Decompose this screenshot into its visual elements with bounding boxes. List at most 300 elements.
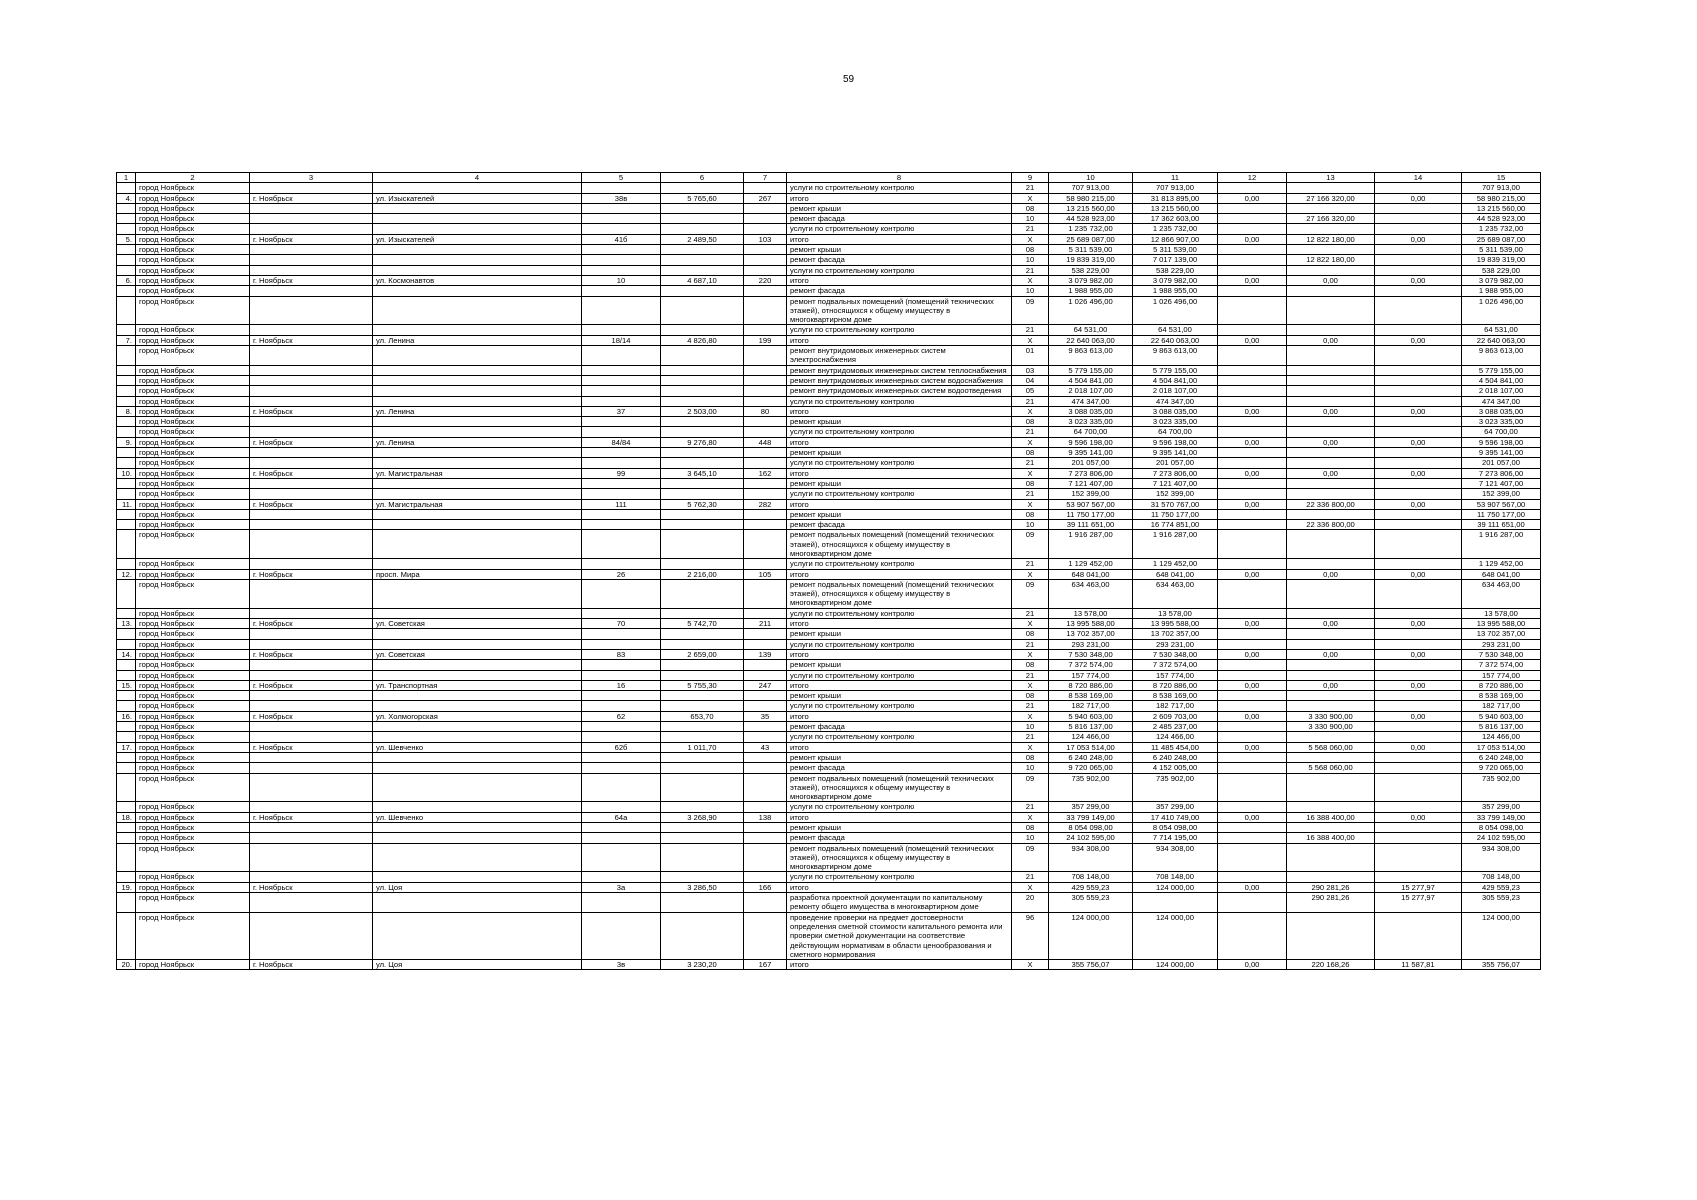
municipality-cell: город Ноябрьск [136,265,250,275]
budget-cost-13-cell: 22 336 800,00 [1287,520,1375,530]
table-row [117,608,1541,618]
house-number-cell: 41б [582,234,661,244]
house-number-cell [582,530,661,559]
total-cost-15-cell: 3 079 982,00 [1462,275,1541,285]
municipality-cell: город Ноябрьск [136,670,250,680]
work-code-cell: 08 [1012,203,1049,213]
budget-cost-14-cell [1375,265,1462,275]
budget-cost-12-cell: 0,00 [1218,569,1287,579]
total-cost-cell: 9 596 198,00 [1049,437,1133,447]
residents-count-cell [744,365,787,375]
total-cost-15-cell: 355 756,07 [1462,960,1541,970]
house-number-cell [582,365,661,375]
residents-count-cell: 80 [744,406,787,416]
budget-cost-12-cell: 0,00 [1218,882,1287,892]
budget-cost-12-cell [1218,773,1287,802]
work-code-cell: 08 [1012,660,1049,670]
budget-cost-14-cell: 0,00 [1375,619,1462,629]
total-area-cell [661,325,744,335]
municipality-cell: город Ноябрьск [136,680,250,690]
settlement-cell: г. Ноябрьск [250,960,373,970]
budget-cost-12-cell [1218,893,1287,913]
street-cell: ул. Магистральная [373,499,582,509]
residents-count-cell [744,520,787,530]
house-number-cell [582,701,661,711]
house-number-cell [582,691,661,701]
total-area-cell [661,346,744,366]
budget-cost-12-cell [1218,520,1287,530]
fund-cost-cell: 934 308,00 [1133,843,1218,872]
budget-cost-13-cell [1287,365,1375,375]
total-cost-cell: 53 907 567,00 [1049,499,1133,509]
work-code-cell: 01 [1012,346,1049,366]
fund-cost-cell: 4 152 005,00 [1133,763,1218,773]
work-type-cell: итого [787,960,1012,970]
budget-cost-13-cell [1287,872,1375,882]
work-type-cell: ремонт подвальных помещений (помещений технических этажей), относящихся к общему имуществу в многоквартирном доме [787,843,1012,872]
budget-cost-14-cell [1375,346,1462,366]
street-cell [373,509,582,519]
work-code-cell: 21 [1012,458,1049,468]
total-cost-cell: 5 779 155,00 [1049,365,1133,375]
budget-cost-13-cell [1287,265,1375,275]
header-cell-4: 4 [373,173,582,183]
table-row [117,649,1541,659]
street-cell [373,458,582,468]
total-area-cell [661,489,744,499]
total-cost-15-cell: 7 530 348,00 [1462,649,1541,659]
budget-cost-14-cell [1375,732,1462,742]
street-cell: ул. Советская [373,619,582,629]
budget-cost-13-cell: 0,00 [1287,275,1375,285]
work-code-cell: X [1012,742,1049,752]
work-code-cell: X [1012,619,1049,629]
total-cost-cell: 708 148,00 [1049,872,1133,882]
budget-cost-14-cell: 0,00 [1375,234,1462,244]
street-cell: ул. Советская [373,649,582,659]
row-number-cell: 8. [117,406,136,416]
table-row [117,629,1541,639]
street-cell [373,639,582,649]
budget-cost-14-cell: 0,00 [1375,711,1462,721]
table-row [117,427,1541,437]
table-row [117,386,1541,396]
street-cell [373,670,582,680]
total-cost-15-cell: 182 717,00 [1462,701,1541,711]
total-cost-cell: 19 839 319,00 [1049,255,1133,265]
house-number-cell [582,427,661,437]
total-cost-15-cell: 1 129 452,00 [1462,559,1541,569]
budget-cost-13-cell: 5 568 060,00 [1287,763,1375,773]
municipality-cell: город Ноябрьск [136,812,250,822]
header-cell-7: 7 [744,173,787,183]
budget-cost-13-cell [1287,296,1375,325]
residents-count-cell [744,530,787,559]
municipality-cell: город Ноябрьск [136,224,250,234]
table-row [117,579,1541,608]
total-cost-cell: 124 000,00 [1049,912,1133,959]
total-area-cell [661,773,744,802]
settlement-cell: г. Ноябрьск [250,711,373,721]
budget-cost-14-cell: 0,00 [1375,742,1462,752]
residents-count-cell [744,224,787,234]
work-type-cell: услуги по строительному контролю [787,872,1012,882]
settlement-cell [250,559,373,569]
work-type-cell: итого [787,680,1012,690]
municipality-cell: город Ноябрьск [136,843,250,872]
budget-cost-12-cell [1218,579,1287,608]
table-row [117,478,1541,488]
total-area-cell: 2 216,00 [661,569,744,579]
row-number-cell [117,670,136,680]
total-area-cell [661,912,744,959]
settlement-cell: г. Ноябрьск [250,649,373,659]
total-cost-15-cell: 24 102 595,00 [1462,833,1541,843]
settlement-cell: г. Ноябрьск [250,193,373,203]
house-number-cell [582,448,661,458]
municipality-cell: город Ноябрьск [136,296,250,325]
budget-cost-12-cell [1218,559,1287,569]
house-number-cell [582,255,661,265]
total-cost-cell: 1 026 496,00 [1049,296,1133,325]
total-cost-15-cell: 8 054 098,00 [1462,823,1541,833]
work-code-cell: 21 [1012,489,1049,499]
row-number-cell [117,255,136,265]
header-cell-5: 5 [582,173,661,183]
budget-cost-13-cell: 0,00 [1287,569,1375,579]
budget-cost-12-cell [1218,732,1287,742]
work-code-cell: 10 [1012,833,1049,843]
total-area-cell [661,670,744,680]
budget-cost-13-cell: 5 568 060,00 [1287,742,1375,752]
house-number-cell [582,296,661,325]
budget-cost-13-cell [1287,396,1375,406]
municipality-cell: город Ноябрьск [136,711,250,721]
budget-cost-14-cell [1375,458,1462,468]
total-area-cell [661,701,744,711]
work-code-cell: 21 [1012,701,1049,711]
row-number-cell [117,559,136,569]
budget-cost-13-cell [1287,660,1375,670]
fund-cost-cell: 3 023 335,00 [1133,417,1218,427]
total-area-cell [661,265,744,275]
work-type-cell: ремонт подвальных помещений (помещений технических этажей), относящихся к общему имуществу в многоквартирном доме [787,296,1012,325]
fund-cost-cell: 2 609 703,00 [1133,711,1218,721]
house-number-cell [582,639,661,649]
work-code-cell: X [1012,960,1049,970]
budget-cost-13-cell [1287,912,1375,959]
work-code-cell: 09 [1012,296,1049,325]
house-number-cell [582,458,661,468]
work-code-cell: 08 [1012,509,1049,519]
budget-cost-13-cell [1287,752,1375,762]
budget-cost-12-cell [1218,386,1287,396]
municipality-cell: город Ноябрьск [136,386,250,396]
total-cost-15-cell: 5 816 137,00 [1462,722,1541,732]
header-cell-14: 14 [1375,173,1462,183]
settlement-cell [250,722,373,732]
total-area-cell: 5 762,30 [661,499,744,509]
total-area-cell [661,732,744,742]
budget-cost-13-cell [1287,559,1375,569]
table-row [117,722,1541,732]
row-number-cell [117,912,136,959]
total-cost-15-cell: 7 273 806,00 [1462,468,1541,478]
work-type-cell: услуги по строительному контролю [787,670,1012,680]
residents-count-cell [744,559,787,569]
budget-cost-12-cell: 0,00 [1218,619,1287,629]
budget-cost-12-cell: 0,00 [1218,711,1287,721]
row-number-cell [117,183,136,193]
budget-cost-12-cell [1218,396,1287,406]
budget-cost-13-cell [1287,608,1375,618]
municipality-cell: город Ноябрьск [136,203,250,213]
settlement-cell [250,509,373,519]
total-cost-cell: 1 916 287,00 [1049,530,1133,559]
residents-count-cell [744,608,787,618]
municipality-cell: город Ноябрьск [136,639,250,649]
budget-cost-12-cell [1218,448,1287,458]
budget-cost-14-cell [1375,245,1462,255]
work-type-cell: услуги по строительному контролю [787,183,1012,193]
house-number-cell [582,478,661,488]
budget-cost-13-cell: 0,00 [1287,619,1375,629]
street-cell [373,203,582,213]
street-cell: ул. Магистральная [373,468,582,478]
total-cost-cell: 13 702 357,00 [1049,629,1133,639]
house-number-cell [582,386,661,396]
header-cell-11: 11 [1133,173,1218,183]
fund-cost-cell: 31 813 895,00 [1133,193,1218,203]
house-number-cell [582,325,661,335]
residents-count-cell: 199 [744,335,787,345]
budget-cost-13-cell: 12 822 180,00 [1287,234,1375,244]
total-area-cell [661,579,744,608]
budget-cost-13-cell [1287,224,1375,234]
budget-cost-14-cell [1375,691,1462,701]
budget-cost-14-cell [1375,530,1462,559]
settlement-cell [250,255,373,265]
budget-cost-12-cell [1218,722,1287,732]
municipality-cell: город Ноябрьск [136,365,250,375]
house-number-cell [582,396,661,406]
street-cell [373,823,582,833]
fund-cost-cell: 17 410 749,00 [1133,812,1218,822]
table-row [117,286,1541,296]
fund-cost-cell: 31 570 767,00 [1133,499,1218,509]
table-row [117,670,1541,680]
work-code-cell: 21 [1012,224,1049,234]
budget-cost-14-cell: 0,00 [1375,649,1462,659]
work-code-cell: 08 [1012,691,1049,701]
work-type-cell: услуги по строительному контролю [787,559,1012,569]
fund-cost-cell: 124 466,00 [1133,732,1218,742]
work-type-cell: ремонт крыши [787,629,1012,639]
municipality-cell: город Ноябрьск [136,608,250,618]
municipality-cell: город Ноябрьск [136,417,250,427]
total-cost-cell: 634 463,00 [1049,579,1133,608]
house-number-cell: 37 [582,406,661,416]
street-cell [373,265,582,275]
fund-cost-cell: 2 018 107,00 [1133,386,1218,396]
municipality-cell: город Ноябрьск [136,489,250,499]
row-number-cell: 6. [117,275,136,285]
budget-cost-14-cell [1375,843,1462,872]
settlement-cell [250,296,373,325]
budget-cost-12-cell [1218,478,1287,488]
house-number-cell [582,802,661,812]
house-number-cell [582,732,661,742]
total-cost-cell: 8 054 098,00 [1049,823,1133,833]
settlement-cell [250,224,373,234]
total-cost-cell: 7 121 407,00 [1049,478,1133,488]
residents-count-cell [744,265,787,275]
residents-count-cell [744,639,787,649]
street-cell: ул. Ленина [373,335,582,345]
budget-cost-14-cell [1375,763,1462,773]
fund-cost-cell: 8 054 098,00 [1133,823,1218,833]
budget-cost-14-cell [1375,608,1462,618]
total-area-cell: 2 503,00 [661,406,744,416]
row-number-cell [117,802,136,812]
row-number-cell [117,773,136,802]
house-number-cell: 111 [582,499,661,509]
street-cell [373,183,582,193]
total-cost-15-cell: 3 023 335,00 [1462,417,1541,427]
table-row [117,530,1541,559]
fund-cost-cell: 11 485 454,00 [1133,742,1218,752]
residents-count-cell [744,427,787,437]
total-cost-15-cell: 2 018 107,00 [1462,386,1541,396]
table-row [117,732,1541,742]
total-cost-15-cell: 58 980 215,00 [1462,193,1541,203]
total-area-cell [661,629,744,639]
budget-cost-12-cell [1218,286,1287,296]
budget-cost-13-cell [1287,530,1375,559]
total-area-cell: 5 765,60 [661,193,744,203]
budget-cost-13-cell [1287,701,1375,711]
total-cost-15-cell: 152 399,00 [1462,489,1541,499]
total-cost-cell: 9 395 141,00 [1049,448,1133,458]
settlement-cell [250,448,373,458]
budget-cost-12-cell [1218,255,1287,265]
fund-cost-cell: 124 000,00 [1133,960,1218,970]
budget-cost-14-cell [1375,559,1462,569]
residents-count-cell: 35 [744,711,787,721]
row-number-cell: 10. [117,468,136,478]
row-number-cell: 14. [117,649,136,659]
fund-cost-cell: 735 902,00 [1133,773,1218,802]
fund-cost-cell: 152 399,00 [1133,489,1218,499]
street-cell [373,701,582,711]
fund-cost-cell: 1 988 955,00 [1133,286,1218,296]
work-code-cell: 08 [1012,752,1049,762]
total-cost-cell: 22 640 063,00 [1049,335,1133,345]
total-cost-cell: 152 399,00 [1049,489,1133,499]
work-code-cell: 09 [1012,843,1049,872]
work-type-cell: итого [787,437,1012,447]
municipality-cell: город Ноябрьск [136,275,250,285]
work-type-cell: услуги по строительному контролю [787,732,1012,742]
total-cost-cell: 3 079 982,00 [1049,275,1133,285]
table-row [117,520,1541,530]
work-code-cell: 10 [1012,214,1049,224]
municipality-cell: город Ноябрьск [136,912,250,959]
fund-cost-cell: 157 774,00 [1133,670,1218,680]
work-type-cell: ремонт подвальных помещений (помещений технических этажей), относящихся к общему имуществу в многоквартирном доме [787,530,1012,559]
total-cost-cell: 124 466,00 [1049,732,1133,742]
work-code-cell: 08 [1012,245,1049,255]
work-type-cell: итого [787,234,1012,244]
budget-cost-12-cell [1218,823,1287,833]
settlement-cell [250,530,373,559]
work-type-cell: услуги по строительному контролю [787,224,1012,234]
work-code-cell: X [1012,711,1049,721]
total-area-cell [661,386,744,396]
total-cost-15-cell: 124 466,00 [1462,732,1541,742]
work-code-cell: 21 [1012,183,1049,193]
house-number-cell [582,203,661,213]
row-number-cell [117,893,136,913]
budget-cost-14-cell: 0,00 [1375,680,1462,690]
municipality-cell: город Ноябрьск [136,509,250,519]
total-cost-15-cell: 124 000,00 [1462,912,1541,959]
work-code-cell: 20 [1012,893,1049,913]
work-code-cell: 08 [1012,823,1049,833]
budget-cost-12-cell: 0,00 [1218,468,1287,478]
total-cost-15-cell: 7 121 407,00 [1462,478,1541,488]
budget-cost-13-cell [1287,773,1375,802]
street-cell [373,691,582,701]
house-number-cell [582,843,661,872]
total-cost-15-cell: 11 750 177,00 [1462,509,1541,519]
row-number-cell [117,722,136,732]
residents-count-cell [744,872,787,882]
budget-cost-14-cell [1375,639,1462,649]
table-row [117,296,1541,325]
residents-count-cell: 138 [744,812,787,822]
total-cost-cell: 7 530 348,00 [1049,649,1133,659]
total-cost-cell: 5 940 603,00 [1049,711,1133,721]
row-number-cell [117,296,136,325]
work-type-cell: ремонт фасада [787,520,1012,530]
fund-cost-cell: 648 041,00 [1133,569,1218,579]
residents-count-cell [744,286,787,296]
budget-cost-12-cell: 0,00 [1218,335,1287,345]
row-number-cell [117,530,136,559]
fund-cost-cell: 16 774 851,00 [1133,520,1218,530]
budget-cost-14-cell [1375,325,1462,335]
work-type-cell: ремонт крыши [787,417,1012,427]
budget-cost-13-cell [1287,325,1375,335]
house-number-cell: 62б [582,742,661,752]
house-number-cell: 62 [582,711,661,721]
budget-cost-12-cell: 0,00 [1218,275,1287,285]
total-cost-15-cell: 5 940 603,00 [1462,711,1541,721]
budget-cost-13-cell: 290 281,26 [1287,882,1375,892]
house-number-cell [582,763,661,773]
municipality-cell: город Ноябрьск [136,691,250,701]
total-cost-cell: 3 023 335,00 [1049,417,1133,427]
budget-cost-13-cell [1287,448,1375,458]
fund-cost-cell: 1 129 452,00 [1133,559,1218,569]
settlement-cell: г. Ноябрьск [250,569,373,579]
budget-cost-13-cell [1287,691,1375,701]
work-type-cell: ремонт крыши [787,448,1012,458]
work-type-cell: ремонт крыши [787,509,1012,519]
total-cost-cell: 6 240 248,00 [1049,752,1133,762]
residents-count-cell [744,509,787,519]
